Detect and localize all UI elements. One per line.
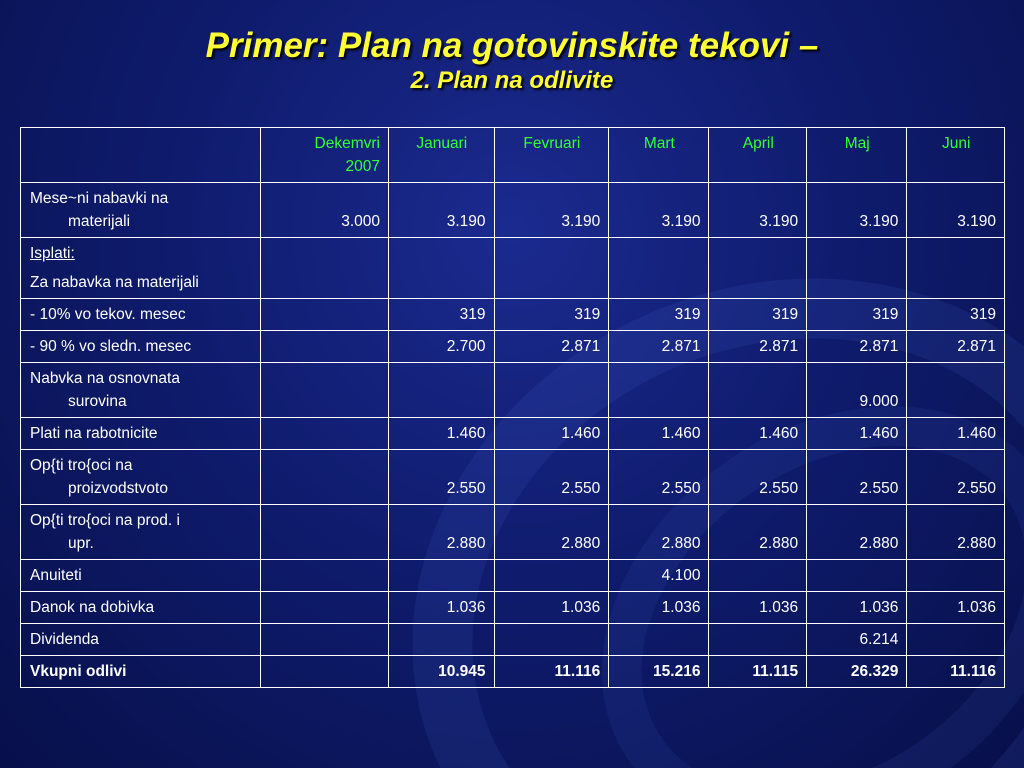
- cell-maj: [807, 560, 907, 592]
- total-maj: 26.329: [807, 656, 907, 688]
- cell-januari: 319: [389, 299, 495, 331]
- cell-dekemvri: [261, 238, 389, 299]
- slide-subtitle: 2. Plan na odlivite: [410, 67, 614, 94]
- cell-januari: [389, 560, 495, 592]
- cell-dekemvri: [261, 560, 389, 592]
- cell-maj: 6.214: [807, 624, 907, 656]
- cell-mart: 1.460: [609, 418, 709, 450]
- cell-mart: 319: [609, 299, 709, 331]
- cell-maj: 2.880: [807, 505, 907, 560]
- row-label-line1: - 10% vo tekov. mesec: [30, 306, 186, 323]
- header-april: April: [709, 128, 807, 183]
- header-dekemvri-2007: [261, 128, 389, 183]
- total-april: 11.115: [709, 656, 807, 688]
- cell-juni: 1.036: [907, 592, 1005, 624]
- cell-fevruari: 319: [494, 299, 609, 331]
- row-label-line1: Nabvka na osnovnata: [30, 370, 180, 387]
- cell-juni: 3.190: [907, 183, 1005, 238]
- table-row: [21, 560, 1005, 592]
- total-label: [21, 656, 261, 688]
- cell-mart: 2.880: [609, 505, 709, 560]
- cell-fevruari: [494, 560, 609, 592]
- row-label-line1: Plati na rabotnicite: [30, 425, 158, 442]
- cell-april: [709, 363, 807, 418]
- cell-dekemvri: [261, 331, 389, 363]
- row-label-line1: Mese~ni nabavki na: [30, 190, 169, 207]
- table-row: [21, 363, 1005, 418]
- row-label-line2: surovina: [68, 393, 127, 410]
- table-row: [21, 450, 1005, 505]
- row-label-line1: Anuiteti: [30, 567, 82, 584]
- cell-dekemvri: [261, 450, 389, 505]
- cell-mart: [609, 624, 709, 656]
- table-row: [21, 238, 1005, 299]
- cell-fevruari: 2.880: [494, 505, 609, 560]
- row-label-line2: Za nabavka na materijali: [30, 274, 199, 291]
- cell-dekemvri: [261, 363, 389, 418]
- total-row: [21, 656, 1005, 688]
- row-label-line1: Op{ti tro{oci na prod. i: [30, 512, 180, 529]
- row-label: [21, 238, 261, 299]
- cell-april: 2.550: [709, 450, 807, 505]
- row-label: [21, 560, 261, 592]
- cell-juni: [907, 624, 1005, 656]
- header-juni: Juni: [907, 128, 1005, 183]
- cell-januari: 2.700: [389, 331, 495, 363]
- row-label: [21, 592, 261, 624]
- header-fevruari: Fevruari: [494, 128, 609, 183]
- cell-juni: [907, 560, 1005, 592]
- row-label: [21, 331, 261, 363]
- cell-april: [709, 238, 807, 299]
- cell-mart: [609, 238, 709, 299]
- table-row: [21, 331, 1005, 363]
- cell-maj: 1.036: [807, 592, 907, 624]
- cell-april: [709, 560, 807, 592]
- cell-dekemvri: [261, 624, 389, 656]
- cell-mart: 2.550: [609, 450, 709, 505]
- row-label-line2: upr.: [68, 535, 94, 552]
- table-row: [21, 299, 1005, 331]
- cell-maj: 3.190: [807, 183, 907, 238]
- cell-april: 1.036: [709, 592, 807, 624]
- table-row: [21, 183, 1005, 238]
- cell-mart: 4.100: [609, 560, 709, 592]
- cell-fevruari: 2.871: [494, 331, 609, 363]
- table-header-row: [21, 128, 1005, 183]
- cell-mart: 3.190: [609, 183, 709, 238]
- cell-fevruari: [494, 363, 609, 418]
- table-row: [21, 418, 1005, 450]
- cell-mart: [609, 363, 709, 418]
- cell-fevruari: 1.460: [494, 418, 609, 450]
- cell-januari: 2.550: [389, 450, 495, 505]
- cell-juni: 1.460: [907, 418, 1005, 450]
- row-label: [21, 183, 261, 238]
- row-label: [21, 418, 261, 450]
- total-mart: 15.216: [609, 656, 709, 688]
- cell-fevruari: [494, 238, 609, 299]
- slide-title: Primer: Plan na gotovinskite tekovi –: [205, 26, 819, 65]
- cell-juni: 2.550: [907, 450, 1005, 505]
- header-dekemvri-year: 2007: [345, 158, 380, 175]
- total-dekemvri: [261, 656, 389, 688]
- cell-april: 2.880: [709, 505, 807, 560]
- row-label: [21, 363, 261, 418]
- cell-maj: 2.871: [807, 331, 907, 363]
- header-dekemvri-label: Dekemvri: [314, 135, 380, 152]
- cell-fevruari: 2.550: [494, 450, 609, 505]
- cell-januari: [389, 363, 495, 418]
- cell-dekemvri: [261, 418, 389, 450]
- header-mart: Mart: [609, 128, 709, 183]
- cell-januari: 1.460: [389, 418, 495, 450]
- row-label: [21, 505, 261, 560]
- row-label-line2: proizvodstvoto: [68, 480, 168, 497]
- row-label-line1: Dividenda: [30, 631, 99, 648]
- header-januari: Januari: [389, 128, 495, 183]
- row-label-line1: Op{ti tro{oci na: [30, 457, 133, 474]
- cell-januari: 1.036: [389, 592, 495, 624]
- cell-maj: [807, 238, 907, 299]
- header-empty-cell: [21, 128, 261, 183]
- cell-april: 319: [709, 299, 807, 331]
- cell-april: [709, 624, 807, 656]
- cell-dekemvri: 3.000: [261, 183, 389, 238]
- row-label-line2: materijali: [68, 213, 131, 230]
- cell-april: 1.460: [709, 418, 807, 450]
- cell-maj: 1.460: [807, 418, 907, 450]
- cell-dekemvri: [261, 592, 389, 624]
- table-row: [21, 505, 1005, 560]
- cell-januari: [389, 624, 495, 656]
- table-row: [21, 592, 1005, 624]
- cell-maj: 319: [807, 299, 907, 331]
- row-label-line1: Isplati:: [30, 245, 75, 262]
- total-januari: 10.945: [389, 656, 495, 688]
- row-label-line1: Danok na dobivka: [30, 599, 155, 616]
- table-row: [21, 624, 1005, 656]
- row-label: [21, 450, 261, 505]
- cell-januari: 3.190: [389, 183, 495, 238]
- cell-juni: [907, 238, 1005, 299]
- total-juni: 11.116: [907, 656, 1005, 688]
- cell-juni: 2.880: [907, 505, 1005, 560]
- cell-mart: 2.871: [609, 331, 709, 363]
- cell-dekemvri: [261, 299, 389, 331]
- cell-fevruari: 3.190: [494, 183, 609, 238]
- cell-april: 2.871: [709, 331, 807, 363]
- cell-januari: 2.880: [389, 505, 495, 560]
- total-fevruari: 11.116: [494, 656, 609, 688]
- cell-april: 3.190: [709, 183, 807, 238]
- cell-fevruari: 1.036: [494, 592, 609, 624]
- row-label: [21, 299, 261, 331]
- cell-mart: 1.036: [609, 592, 709, 624]
- cell-maj: 2.550: [807, 450, 907, 505]
- cell-juni: 2.871: [907, 331, 1005, 363]
- cell-juni: [907, 363, 1005, 418]
- header-maj: Maj: [807, 128, 907, 183]
- cell-maj: 9.000: [807, 363, 907, 418]
- cell-dekemvri: [261, 505, 389, 560]
- slide-title-block: [0, 26, 1024, 96]
- cell-januari: [389, 238, 495, 299]
- total-label-text: Vkupni odlivi: [30, 663, 127, 680]
- cash-outflow-table: [20, 127, 1005, 688]
- cell-fevruari: [494, 624, 609, 656]
- row-label-line1: - 90 % vo sledn. mesec: [30, 338, 192, 355]
- cell-juni: 319: [907, 299, 1005, 331]
- row-label: [21, 624, 261, 656]
